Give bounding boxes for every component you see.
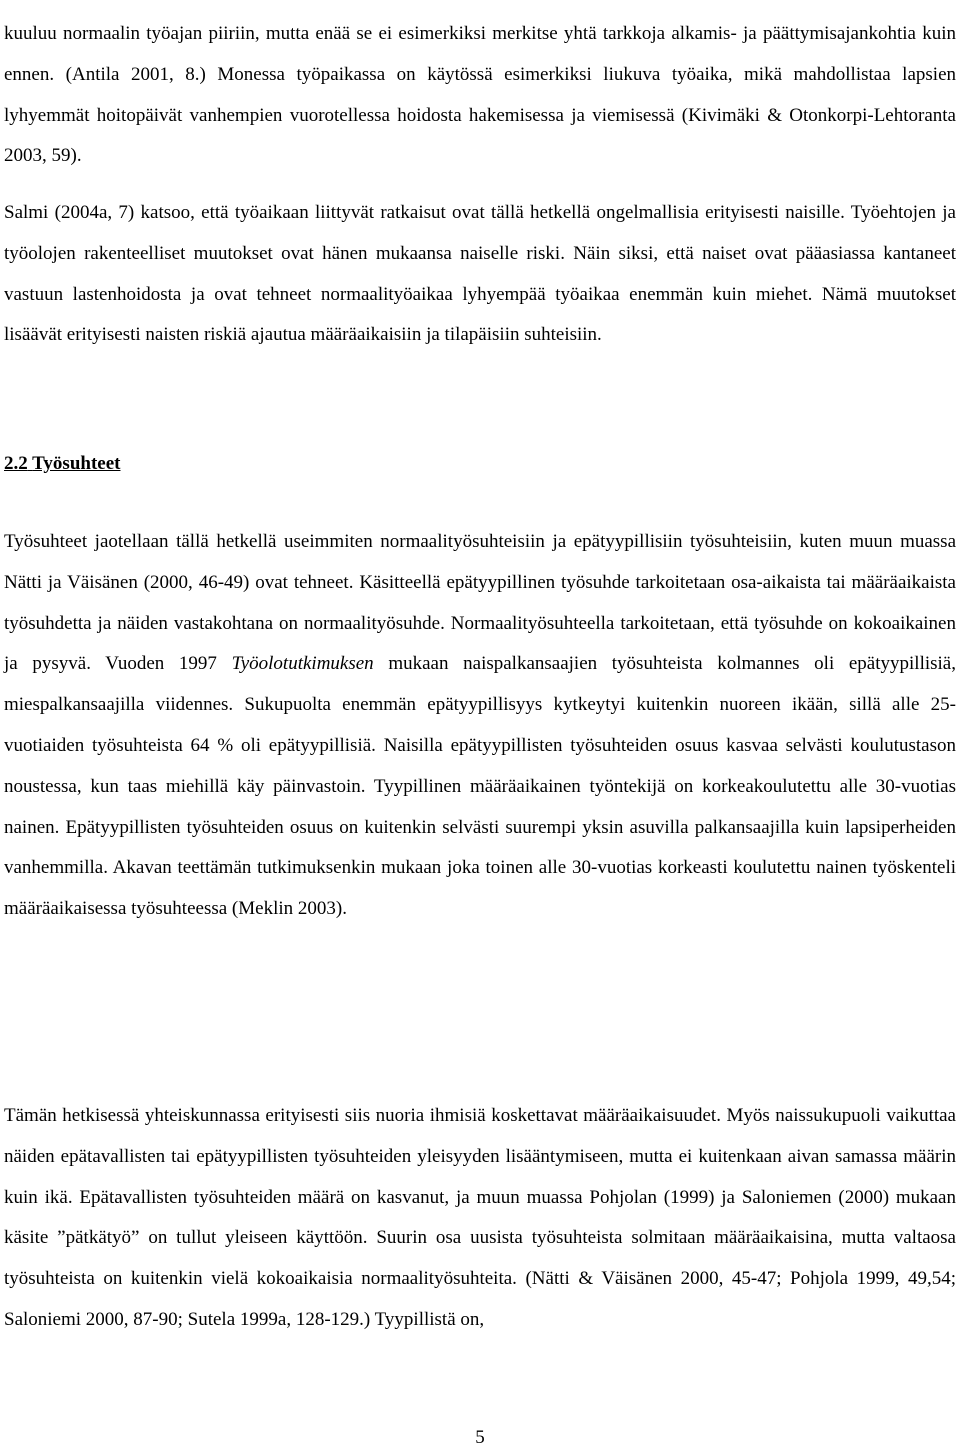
section-title: Työsuhteet <box>32 453 121 474</box>
section-heading <box>4 444 120 484</box>
paragraph-text-part-1: Työsuhteet jaotellaan tällä hetkellä useimmiten normaalityösuhteisiin ja epätyypillisiin työsuhteisiin, kuten muun muassa Nätti ja Väisänen (2000, 46-49) ovat tehneet. Käsitteellä epätyypillinen työsuhde tarkoitetaan osa-aikaista tai määräaikaista työsuhdetta ja näiden vastakohtana on normaalityösuhde. Normaalityösuhteella tarkoitetaan, että työsuhde on kokoaikainen ja pysyvä. Vuoden 1997 <box>4 531 956 675</box>
paragraph-text-part-2: mukaan naispalkansaajien työsuhteista kolmannes oli epätyypillisiä, miespalkansaajilla viidennes. Sukupuolta enemmän epätyypillisyys kytkeytyi kuitenkin nuoreen ikään, sillä alle 25-vuotiaiden työsuhteista 64 % oli epätyypillisiä. Naisilla epätyypillisten työsuhteiden osuus kasvaa selvästi koulutustason noustessa, kun taas miehillä käy päinvastoin. Tyypillinen määräaikainen työntekijä on korkeakoulutettu alle 30-vuotias nainen. Epätyypillisten työsuhteiden osuus on kuitenkin selvästi suurempi yksin asuvilla palkansaajilla kuin lapsiperheiden vanhemmilla. Akavan teettämän tutkimuksenkin mukaan joka toinen alle 30-vuotias korkeasti koulutettu nainen työskenteli määräaikaisessa työsuhteessa (Meklin 2003). <box>4 653 956 920</box>
italic-study-title: Työolotutkimuksen <box>231 653 374 675</box>
section-number: 2.2 <box>4 453 28 474</box>
paragraph-salmi: Salmi (2004a, 7) katsoo, että työaikaan liittyvät ratkaisut ovat tällä hetkellä ongelmallisia erityisesti naisille. Työehtojen ja työolojen rakenteelliset muutokset ovat hänen mukaansa naiselle riski. Näin siksi, että naiset ovat pääasiassa kantaneet vastuun lastenhoidosta ja ovat tehneet normaalityöaikaa lyhyempää työaikaa enemmän kuin miehet. Nämä muutokset lisäävät erityisesti naisten riskiä ajautua määräaikaisiin ja tilapäisiin suhteisiin. <box>4 202 956 346</box>
paragraph-employment-types <box>4 522 956 930</box>
paragraph-working-hours: kuuluu normaalin työajan piiriin, mutta enää se ei esimerkiksi merkitse yhtä tarkkoja alkamis- ja päättymisajankohtia kuin ennen. (Antila 2001, 8.) Monessa työpaikassa on käytössä esimerkiksi liukuva työaika, mikä mahdollistaa lapsien lyhyemmät hoitopäivät vanhempien vuorotellessa hoidosta hakemisessa ja viemisessä (Kivimäki & Otonkorpi-Lehtoranta 2003, 59). <box>4 23 956 167</box>
paragraph-fixed-term-employment: Tämän hetkisessä yhteiskunnassa erityisesti siis nuoria ihmisiä koskettavat määräaikaisuudet. Myös naissukupuoli vaikuttaa näiden epätavallisten tai epätyypillisten työsuhteiden yleisyyden lisääntymiseen, mutta ei kuitenkaan aivan samassa määrin kuin ikä. Epätavallisten työsuhteiden määrä on kasvanut, ja muun muassa Pohjolan (1999) ja Saloniemen (2000) mukaan käsite ”pätkätyö” on tullut yleiseen käyttöön. Suurin osa uusista työsuhteista solmitaan määräaikaisina, mutta valtaosa työsuhteista on kuitenkin vielä kokoaikaisia normaalityösuhteita. (Nätti & Väisänen 2000, 45-47; Pohjola 1999, 49,54; Saloniemi 2000, 87-90; Sutela 1999a, 128-129.) Tyypillistä on, <box>4 1105 956 1330</box>
page-number: 5 <box>475 1427 485 1448</box>
